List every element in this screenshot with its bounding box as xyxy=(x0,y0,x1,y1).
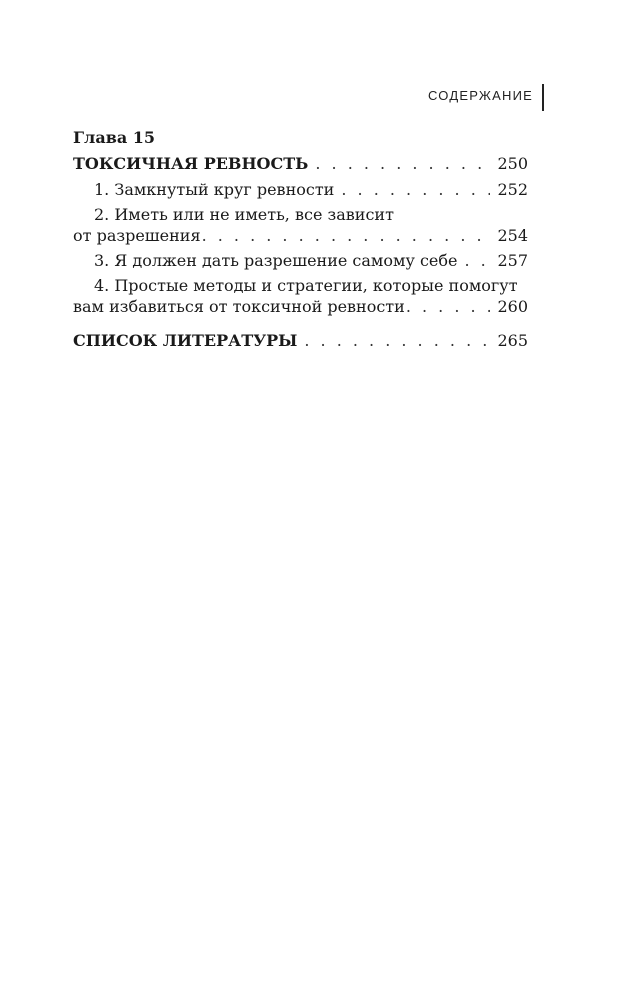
section-title: 1. Замкнутый круг ревности xyxy=(94,180,335,199)
toc-entry-section-3[interactable] xyxy=(73,250,528,271)
section-title-continuation: от разрешения xyxy=(73,226,201,245)
chapter-title: ТОКСИЧНАЯ РЕВНОСТЬ xyxy=(73,154,309,173)
section-title: 4. Простые методы и стратегии, которые помогут xyxy=(94,276,518,295)
running-head-rule xyxy=(542,84,544,111)
toc-entry-bibliography[interactable] xyxy=(73,330,528,351)
toc-entry-chapter-title[interactable] xyxy=(73,153,528,174)
section-title: 2. Иметь или не иметь, все зависит xyxy=(94,205,394,224)
dot-leader xyxy=(406,296,491,317)
dot-leader xyxy=(464,250,490,271)
running-head: СОДЕРЖАНИЕ xyxy=(427,88,533,103)
bibliography-title: СПИСОК ЛИТЕРАТУРЫ xyxy=(73,331,298,350)
dot-leader xyxy=(315,153,490,174)
dot-leader xyxy=(341,179,490,200)
toc-entry-section-4[interactable] xyxy=(73,275,528,317)
page-number: 252 xyxy=(497,180,528,199)
section-title: 3. Я должен дать разрешение самому себе xyxy=(94,251,458,270)
page-number: 260 xyxy=(497,297,528,316)
page-number: 250 xyxy=(497,154,528,173)
page-number: 265 xyxy=(497,331,528,350)
toc-entry-section-1[interactable] xyxy=(73,179,528,200)
toc-entry-section-2[interactable] xyxy=(73,204,528,246)
page-number: 254 xyxy=(497,226,528,245)
section-title-continuation: вам избавиться от токсичной ревности xyxy=(73,297,405,316)
dot-leader xyxy=(304,330,490,351)
page-number: 257 xyxy=(497,251,528,270)
chapter-label: Глава 15 xyxy=(73,128,156,147)
table-of-contents xyxy=(73,127,528,356)
dot-leader xyxy=(202,225,491,246)
